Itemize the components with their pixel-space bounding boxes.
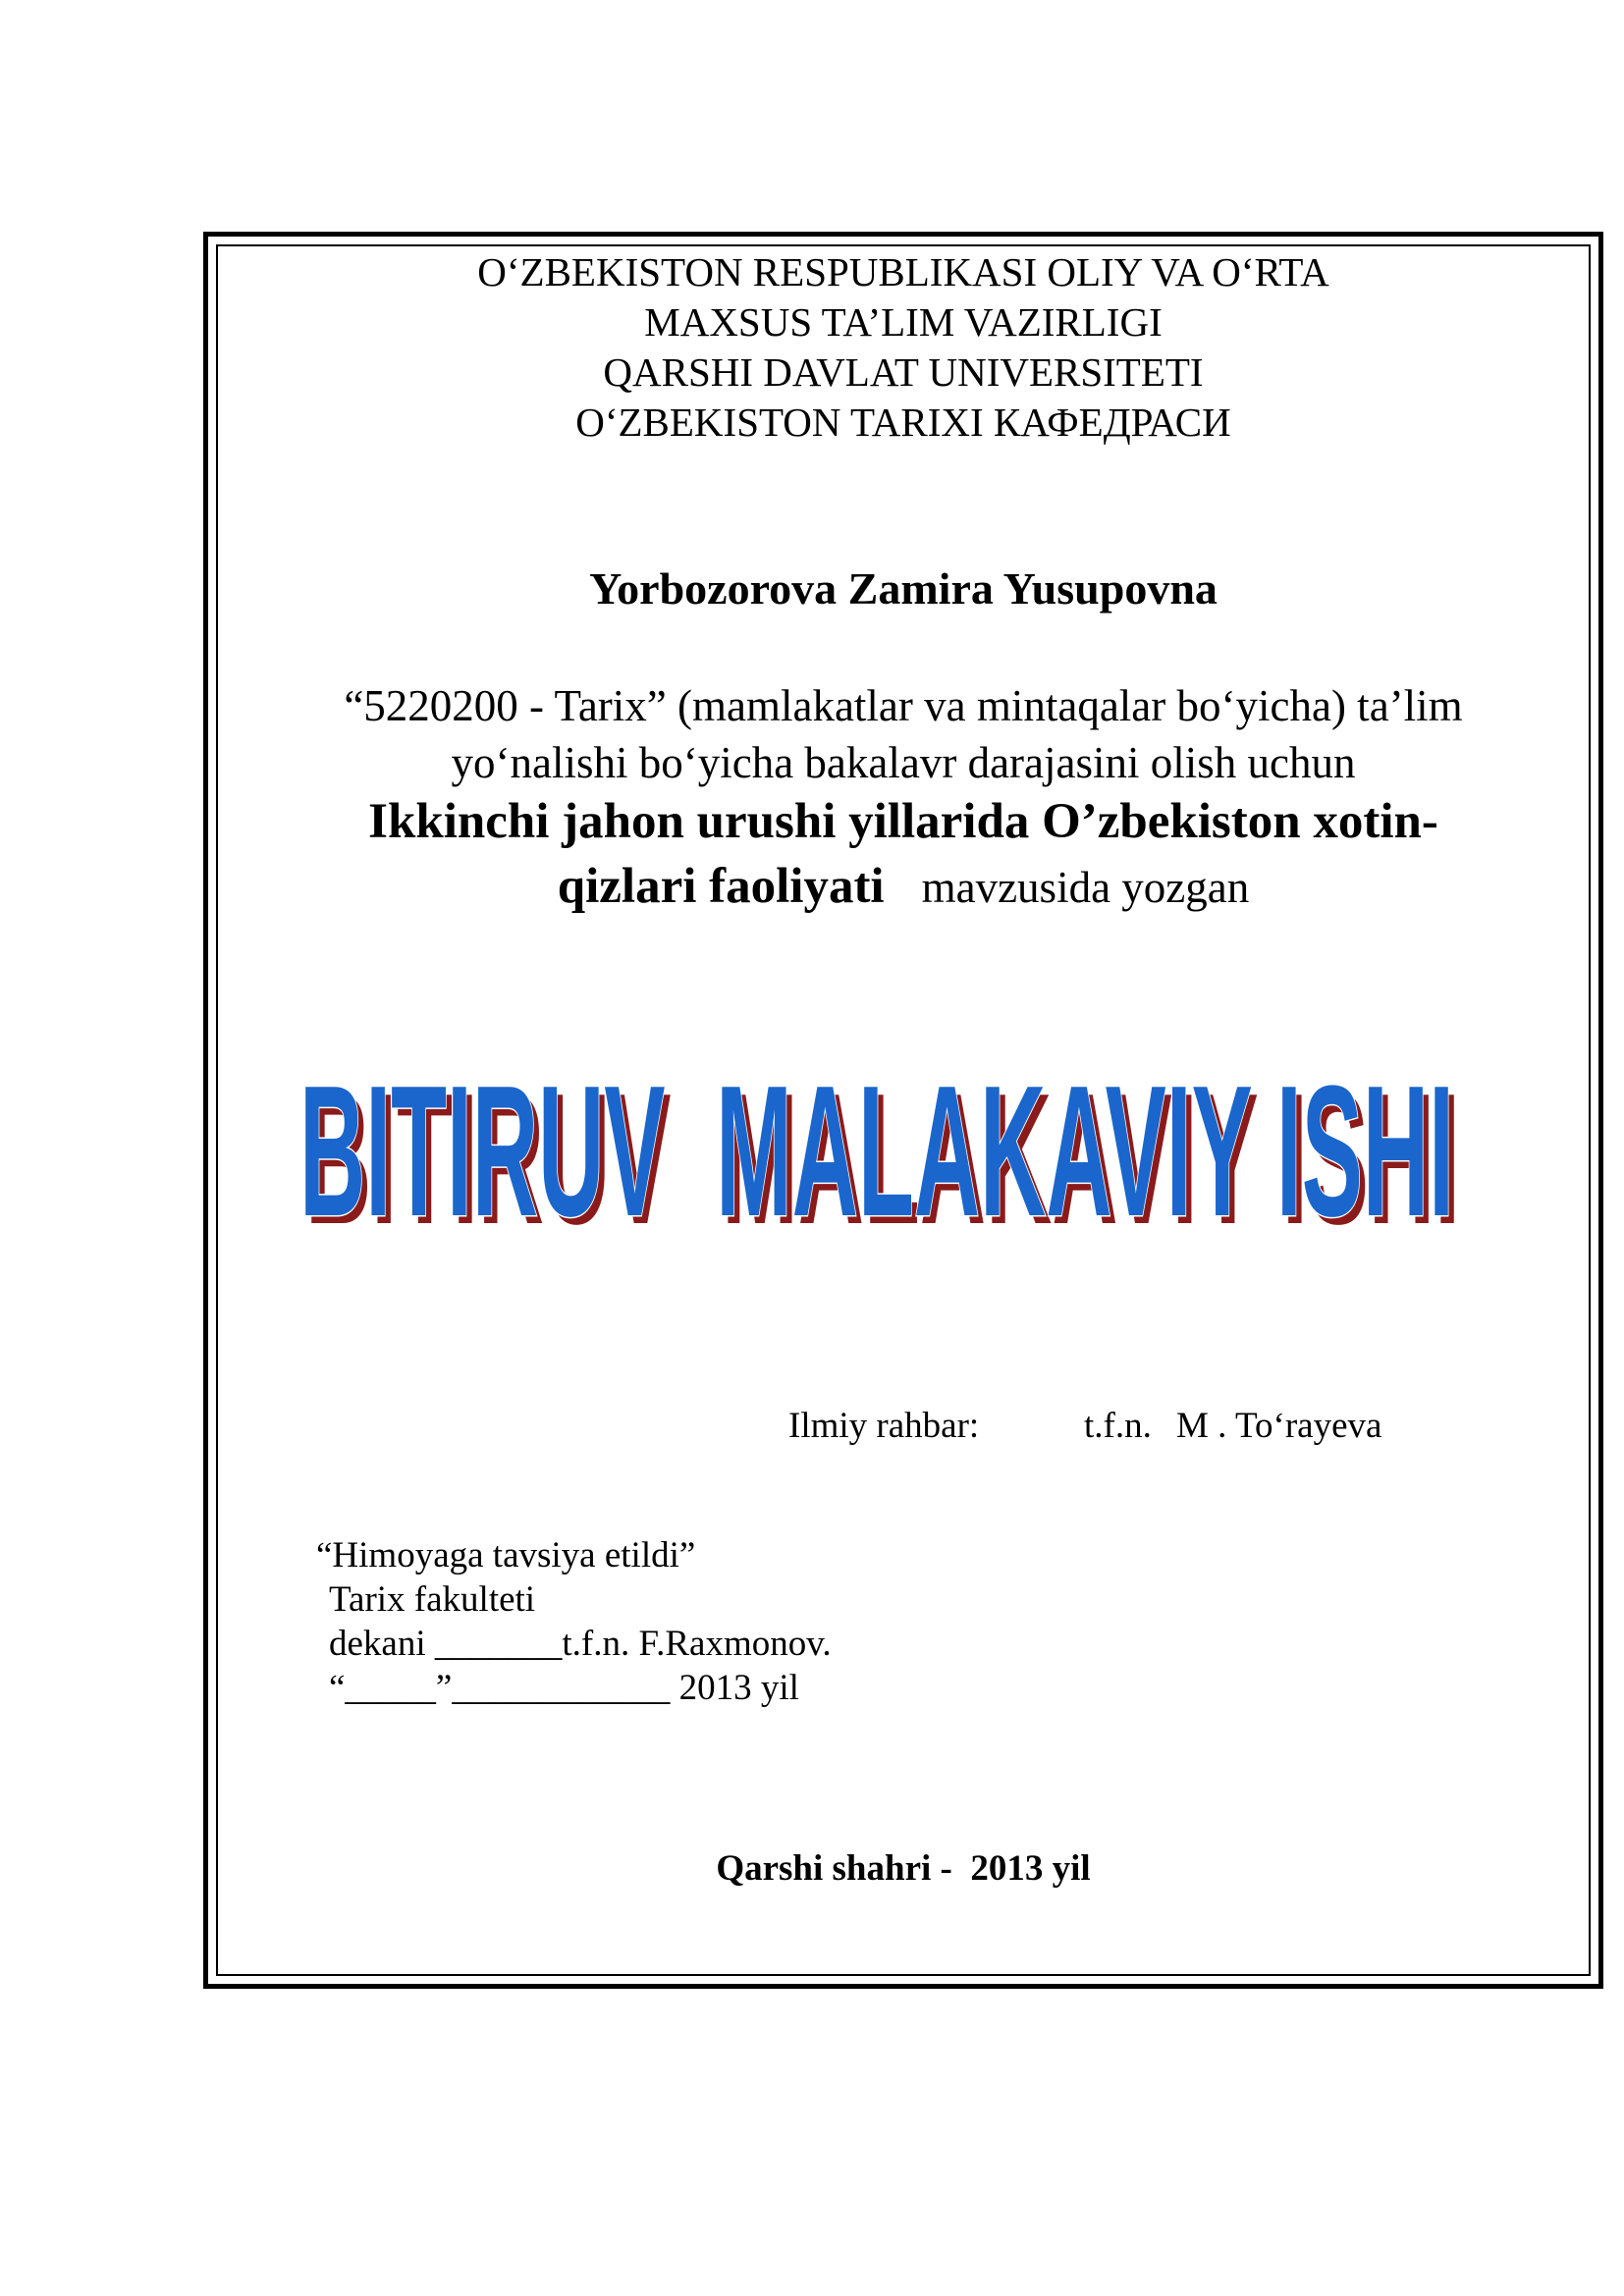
- header-line-1: O‘ZBEKISTON RESPUBLIKASI OLIY VA O‘RTA: [477, 249, 1329, 294]
- header-line-3: QARSHI DAVLAT UNIVERSITETI: [603, 349, 1204, 395]
- supervisor-label: Ilmiy rahbar:: [788, 1406, 980, 1446]
- thesis-topic: [203, 789, 1603, 931]
- city-year-footer: Qarshi shahri - 2013 yil: [716, 1848, 1091, 1889]
- topic-line-1: Ikkinchi jahon urushi yillarida O’zbekiston xotin-: [368, 794, 1438, 849]
- approval-recommendation: “Himoyaga tavsiya etildi”: [316, 1535, 696, 1575]
- author-name: Yorbozorova Zamira Yusupovna: [589, 563, 1218, 614]
- approval-faculty: Tarix fakulteti: [329, 1579, 536, 1620]
- title-shadow-text: BITIRUV MALAKAVIY ISHI: [305, 1056, 1460, 1253]
- title-main-text: BITIRUV MALAKAVIY ISHI: [299, 1056, 1454, 1253]
- supervisor-name: M . To‘rayeva: [1176, 1406, 1382, 1446]
- program-description: [203, 677, 1603, 791]
- program-line-2: yo‘nalishi bo‘yicha bakalavr darajasini olish uchun: [451, 738, 1356, 787]
- thesis-title-wordart: [299, 1056, 1468, 1253]
- approval-date: “_____”____________ 2013 yil: [329, 1668, 799, 1708]
- supervisor-degree: t.f.n.: [1084, 1406, 1152, 1446]
- ministry-header: [203, 247, 1603, 448]
- approval-block: [316, 1533, 832, 1710]
- approval-dean: dekani _______t.f.n. F.Raxmonov.: [329, 1624, 832, 1664]
- header-line-2: MAXSUS TA’LIM VAZIRLIGI: [644, 299, 1163, 345]
- program-line-1: “5220200 - Tarix” (mamlakatlar va mintaqalar bo‘yicha) ta’lim: [344, 681, 1463, 730]
- topic-line-2: qizlari faoliyati: [557, 859, 885, 914]
- header-line-4: O‘ZBEKISTON TARIXI КАФЕДРАСИ: [575, 400, 1231, 445]
- topic-suffix: mavzusida yozgan: [921, 863, 1250, 912]
